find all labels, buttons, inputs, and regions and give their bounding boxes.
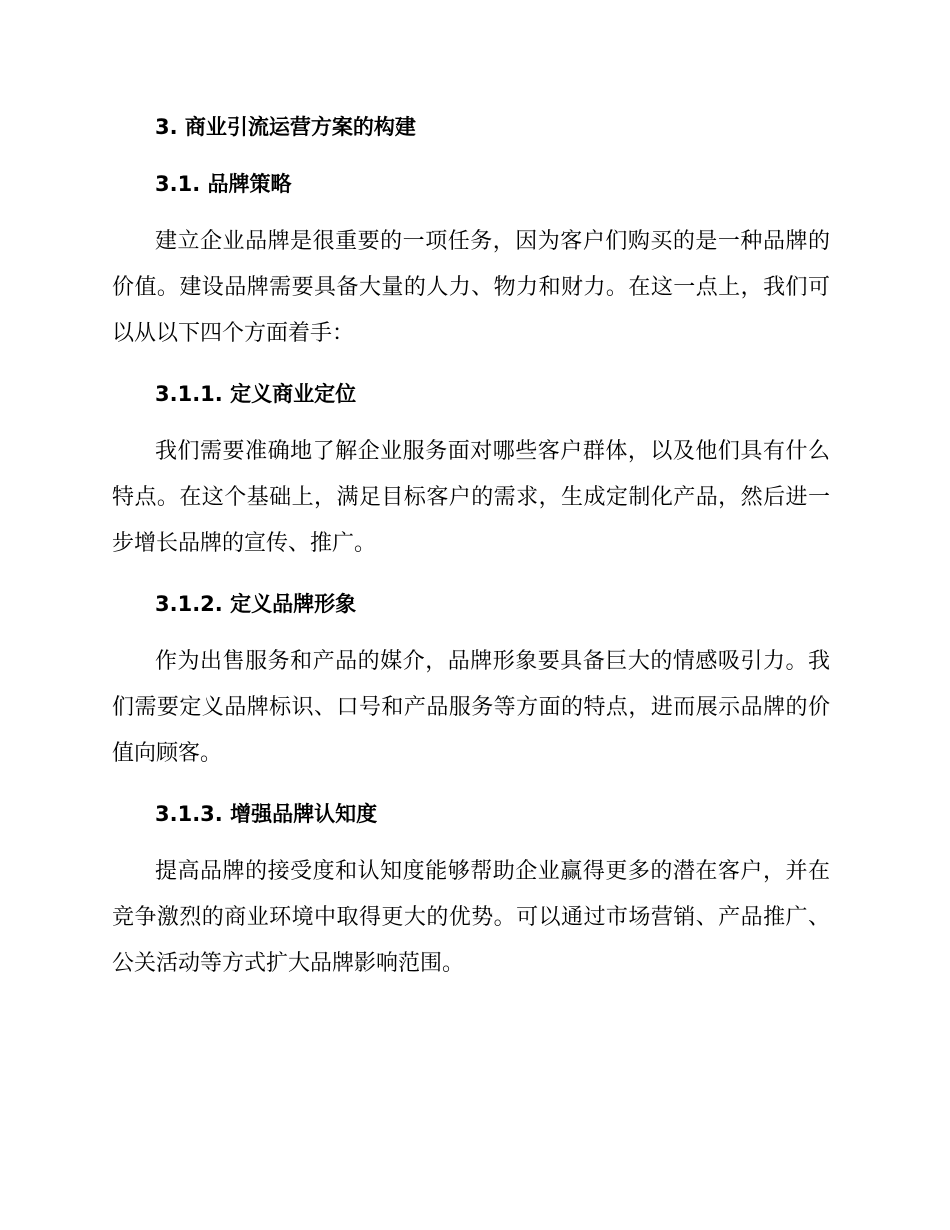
item-body-positioning: 我们需要准确地了解企业服务面对哪些客户群体，以及他们具有什么特点。在这个基础上，满足目标客户的需求，生成定制化产品，然后进一步增长品牌的宣传、推广。	[112, 439, 830, 556]
item-heading-brand-awareness: 3.1.3. 增强品牌认知度	[155, 802, 378, 826]
item-body-brand-image: 作为出售服务和产品的媒介，品牌形象要具备巨大的情感吸引力。我们需要定义品牌标识、口号和产品服务等方面的特点，进而展示品牌的价值向顾客。	[112, 649, 830, 766]
item-heading-brand-image: 3.1.2. 定义品牌形象	[155, 592, 357, 616]
item-body-brand-awareness: 提高品牌的接受度和认知度能够帮助企业赢得更多的潜在客户，并在竞争激烈的商业环境中取得更大的优势。可以通过市场营销、产品推广、公关活动等方式扩大品牌影响范围。	[112, 859, 830, 976]
item-heading-positioning: 3.1.1. 定义商业定位	[155, 382, 357, 406]
subsection-heading: 3.1. 品牌策略	[155, 172, 292, 196]
subsection-intro-paragraph: 建立企业品牌是很重要的一项任务，因为客户们购买的是一种品牌的价值。建设品牌需要具备大量的人力、物力和财力。在这一点上，我们可以从以下四个方面着手：	[112, 229, 830, 346]
section-heading: 3. 商业引流运营方案的构建	[155, 115, 416, 139]
